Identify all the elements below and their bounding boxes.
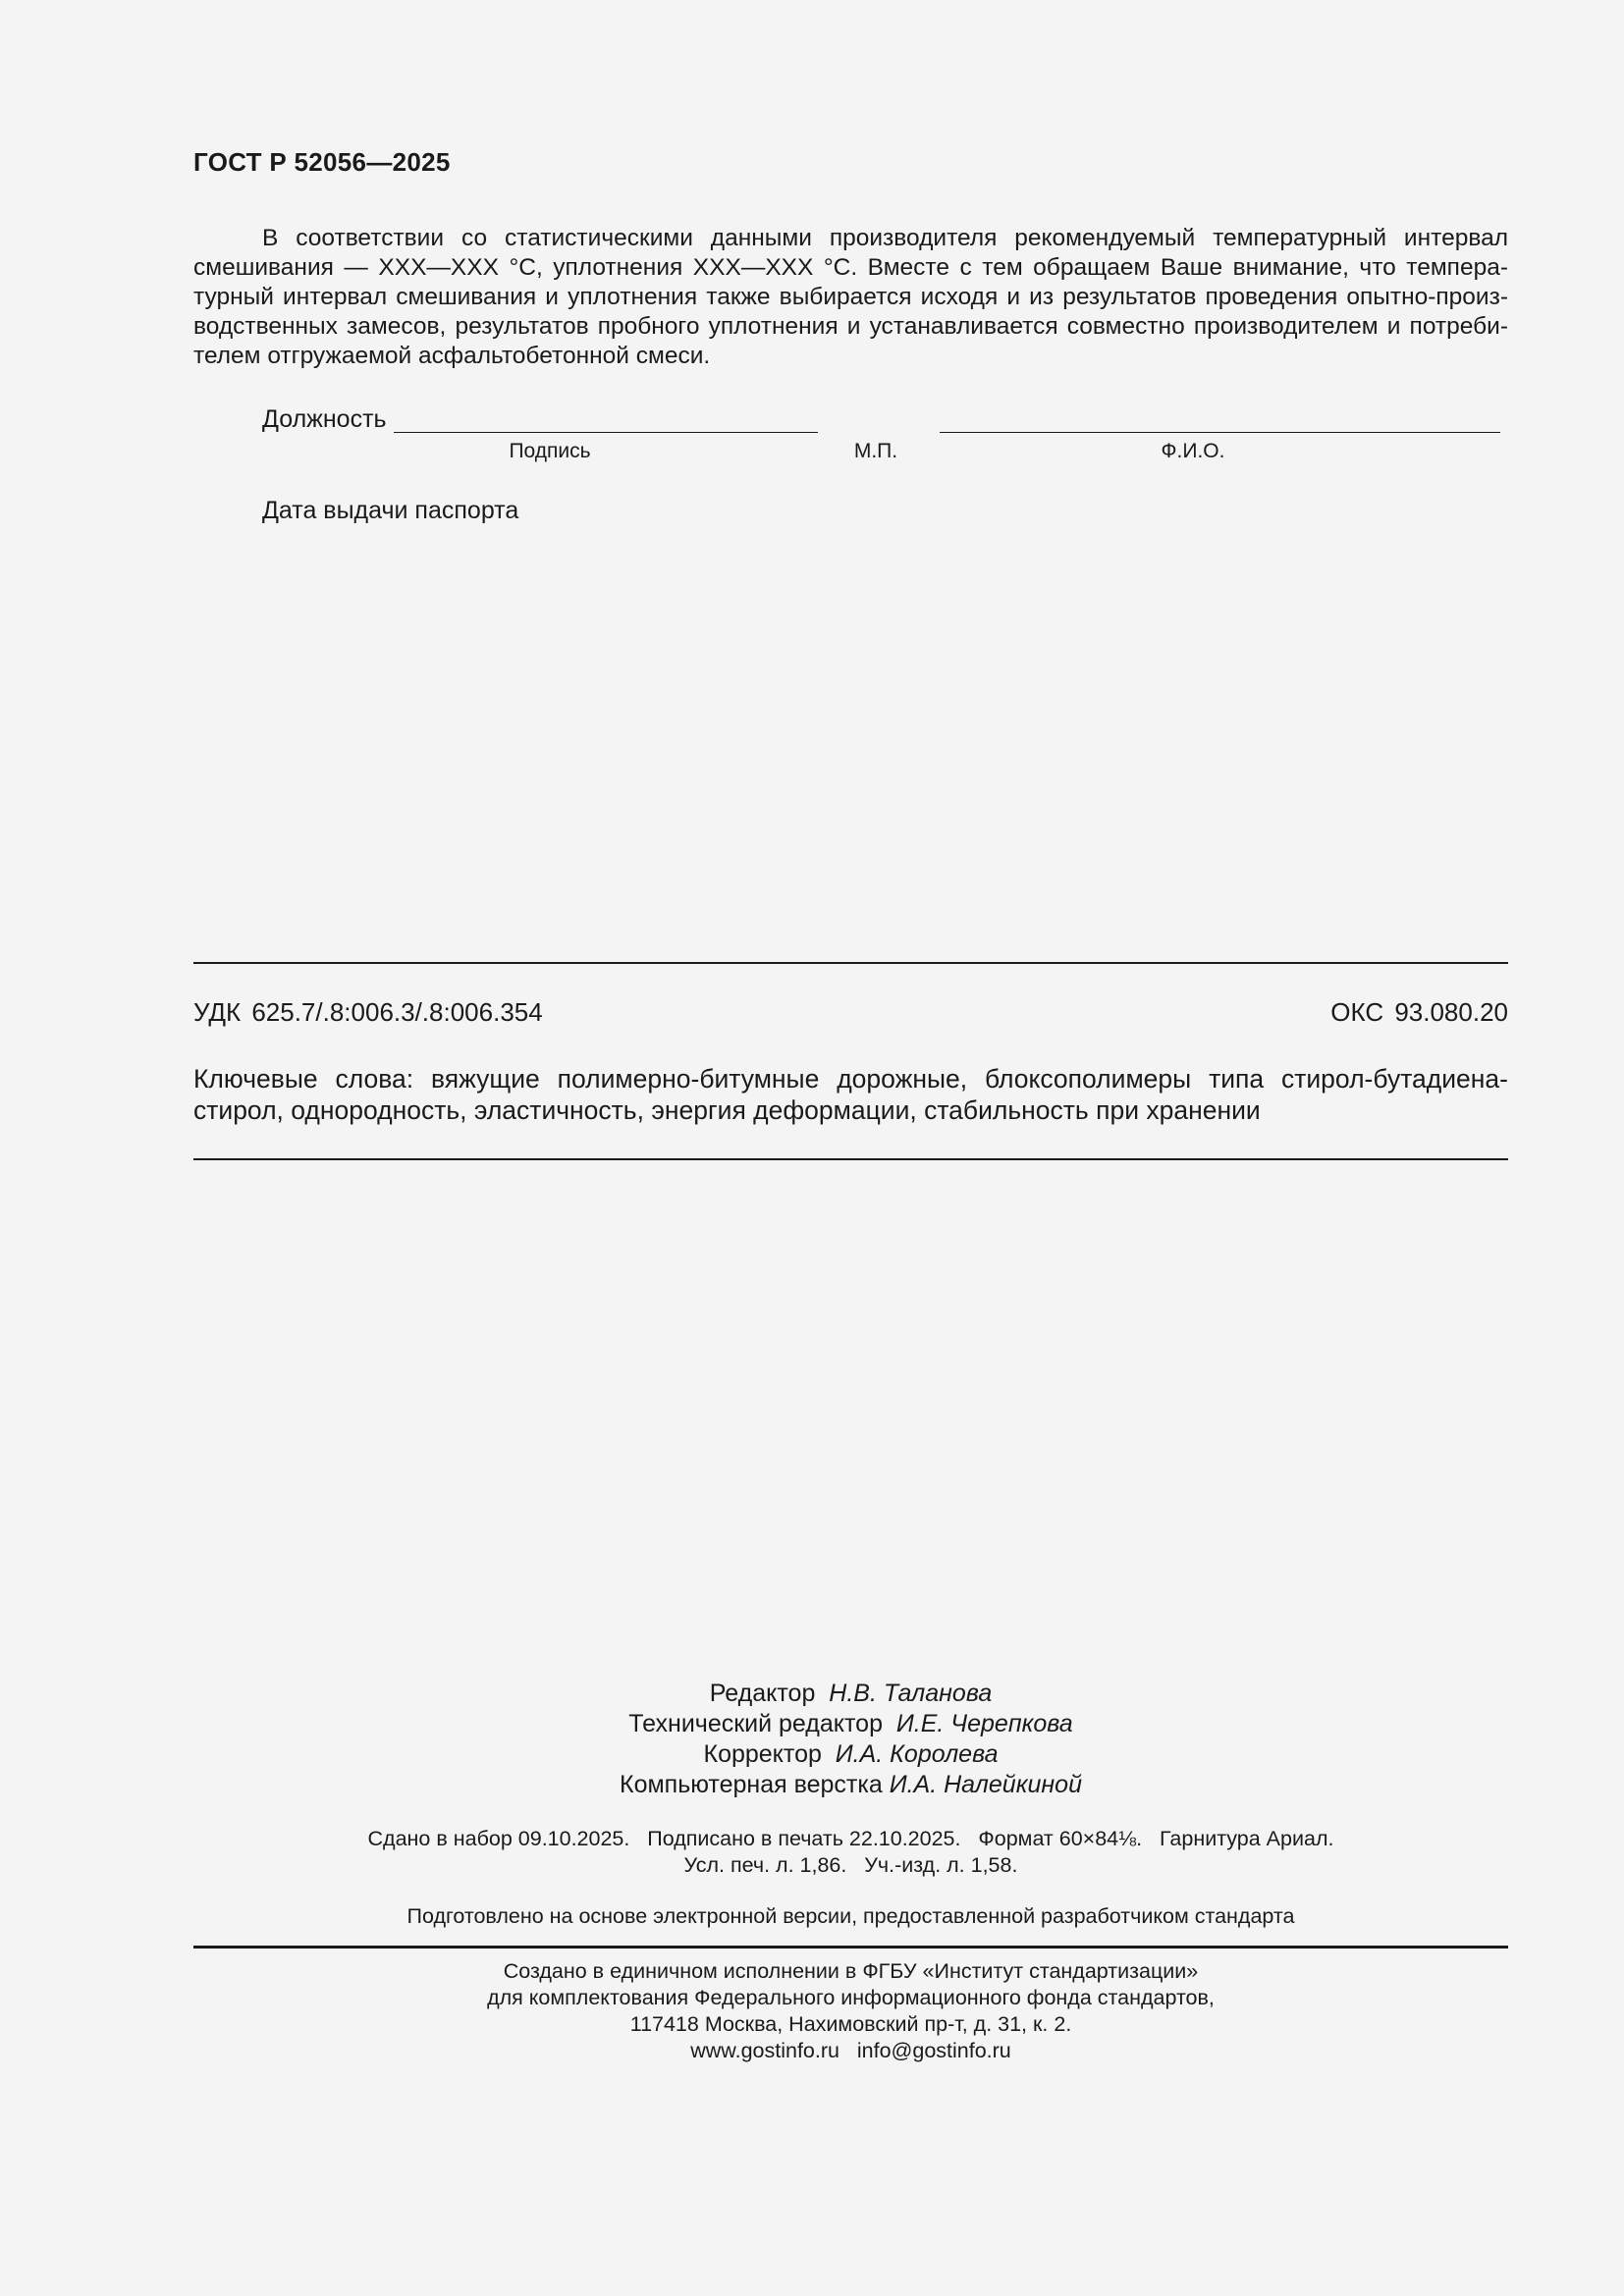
tech-editor-name: И.Е. Черепкова <box>895 1710 1073 1737</box>
udk-code: УДК 625.7/.8:006.3/.8:006.354 <box>193 997 543 1027</box>
signature-line <box>394 432 818 433</box>
divider-keywords <box>193 1158 1508 1160</box>
publisher-links: www.gostinfo.ru info@gostinfo.ru <box>690 2039 1011 2062</box>
tech-editor-label: Технический редактор <box>628 1710 883 1737</box>
imprint-block <box>193 1826 1508 1879</box>
paragraph-line: В соответствии со статистическими данными производителя рекомендуемый температурный интервал <box>262 225 1508 251</box>
paragraph-line: турный интервал смешивания и уплотнения также выбирается исходя и из результатов проведения опытно-произ- <box>193 284 1508 310</box>
editor-line <box>193 1679 1508 1709</box>
name-caption: Ф.И.О. <box>1161 440 1225 462</box>
prepared-note: Подготовлено на основе электронной версии, предоставленной разработчиком стандарта <box>406 1904 1295 1928</box>
publisher-line: 117418 Москва, Нахимовский пр-т, д. 31, к. 2. <box>629 2012 1072 2036</box>
keywords-block <box>193 1063 1508 1126</box>
signature-caption: Подпись <box>509 440 591 462</box>
publisher-block <box>193 1958 1508 2064</box>
paragraph-line: водственных замесов, результатов пробного уплотнения и устанавливается совместно производителем и потреби- <box>193 313 1508 340</box>
document-id-header: ГОСТ Р 52056—2025 <box>193 147 451 177</box>
imprint-line: Сдано в набор 09.10.2025. Подписано в печать 22.10.2025. Формат 60×84⅛. Гарнитура Ариал. <box>367 1827 1334 1850</box>
oks-code: ОКС 93.080.20 <box>1330 997 1508 1027</box>
layout-line <box>193 1770 1508 1800</box>
publisher-line: для комплектования Федерального информационного фонда стандартов, <box>487 1986 1215 2009</box>
editor-name: Н.В. Таланова <box>829 1680 993 1707</box>
corrector-line <box>193 1739 1508 1770</box>
divider-publisher <box>193 1946 1508 1949</box>
stamp-caption: М.П. <box>853 440 898 462</box>
credits-block <box>193 1679 1508 1800</box>
temperature-paragraph <box>193 224 1508 371</box>
keywords-text <box>193 1063 1508 1126</box>
paragraph-line: телем отгружаемой асфальтобетонной смеси. <box>193 343 711 369</box>
editor-label: Редактор <box>709 1680 816 1707</box>
keywords-line: Ключевые слова: вяжущие полимерно-битумные дорожные, блоксополимеры типа стирол-бутадиена- <box>193 1064 1508 1094</box>
tech-editor-line <box>193 1709 1508 1739</box>
position-label: Должность <box>262 405 387 433</box>
divider-top <box>193 962 1508 964</box>
layout-name: И.А. Налейкиной <box>889 1771 1082 1798</box>
issue-date-label: Дата выдачи паспорта <box>262 497 519 524</box>
paragraph-text <box>193 224 1508 371</box>
publisher-line: Создано в единичном исполнении в ФГБУ «Институт стандартизации» <box>503 1959 1199 1983</box>
layout-label: Компьютерная верстка <box>620 1771 883 1798</box>
name-line <box>940 432 1500 433</box>
paragraph-line: смешивания — ХХХ—ХХХ °С, уплотнения ХХХ—ХХХ °С. Вместе с тем обращаем Ваше внимание, что темпера- <box>193 254 1508 281</box>
corrector-name: И.А. Королева <box>835 1740 999 1768</box>
keywords-line: стирол, однородность, эластичность, энергия деформации, стабильность при хранении <box>193 1095 1261 1125</box>
imprint-line: Усл. печ. л. 1,86. Уч.-изд. л. 1,58. <box>683 1853 1018 1877</box>
corrector-label: Корректор <box>703 1740 822 1768</box>
